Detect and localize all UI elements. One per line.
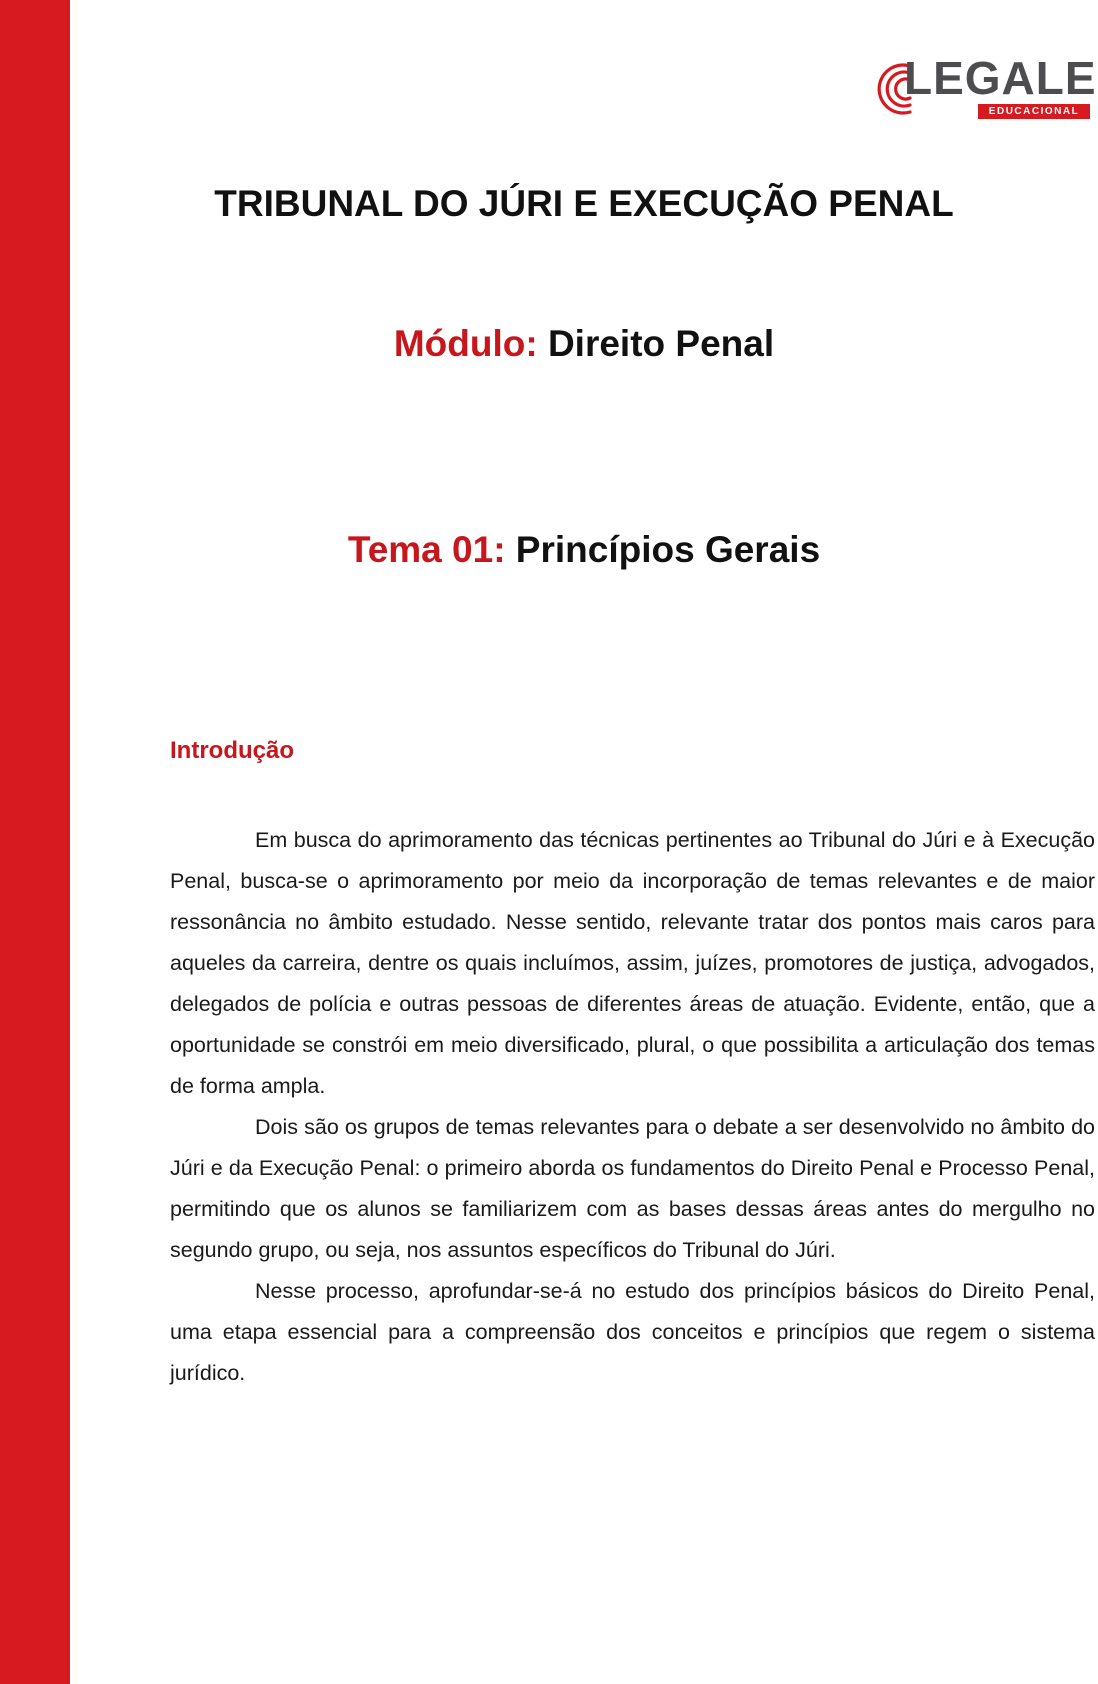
theme-heading <box>70 528 1098 572</box>
side-accent-bar <box>0 0 70 1684</box>
document-title: TRIBUNAL DO JÚRI E EXECUÇÃO PENAL <box>214 183 954 224</box>
module-heading <box>70 322 1098 366</box>
logo-wordmark: LEGALE <box>904 52 1097 104</box>
legale-logo <box>876 52 1097 126</box>
body-text <box>170 820 1095 1394</box>
section-heading: Introdução <box>170 737 294 764</box>
module-value: Direito Penal <box>547 323 775 364</box>
theme-label: Tema 01: <box>347 529 506 570</box>
paragraph: Em busca do aprimoramento das técnicas pertinentes ao Tribunal do Júri e à Execução Penal, busca-se o aprimoramento por meio da incorporação de temas relevantes e de maior ressonância no âmbito estudado. Nesse sentido, relevante tratar dos pontos mais caros para aqueles da carreira, dentre os quais incluímos, assim, juízes, promotores de justiça, advogados, delegados de polícia e outras pessoas de diferentes áreas de atuação. Evidente, então, que a oportunidade se constrói em meio diversificado, plural, o que possibilita a articulação dos temas de forma ampla. <box>170 828 1095 1098</box>
logo-subtitle: EDUCACIONAL <box>978 104 1090 119</box>
theme-value: Princípios Gerais <box>515 529 821 570</box>
paragraph: Nesse processo, aprofundar-se-á no estudo dos princípios básicos do Direito Penal, uma etapa essencial para a compreensão dos conceitos e princípios que regem o sistema jurídico. <box>170 1279 1095 1385</box>
module-label: Módulo: <box>393 323 538 364</box>
paragraph: Dois são os grupos de temas relevantes para o debate a ser desenvolvido no âmbito do Júri e da Execução Penal: o primeiro aborda os fundamentos do Direito Penal e Processo Penal, permitindo que os alunos se familiarizem com as bases dessas áreas antes do mergulho no segundo grupo, ou seja, nos assuntos específicos do Tribunal do Júri. <box>170 1115 1095 1262</box>
